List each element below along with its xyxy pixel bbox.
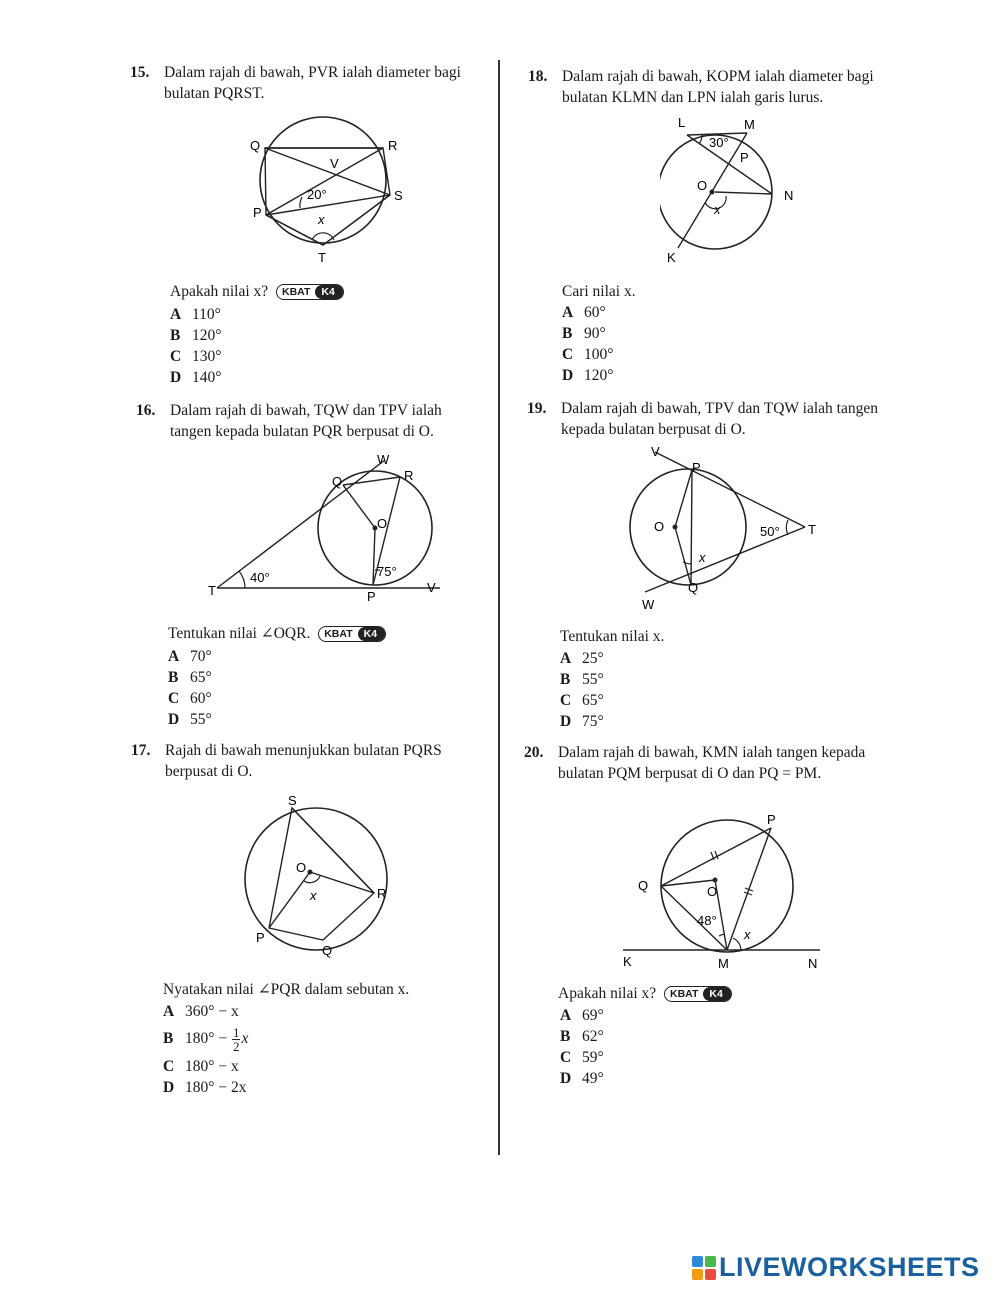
q15-diagram [240,100,440,270]
option-text: 55° [582,671,604,688]
label-s: S [394,188,403,203]
option-letter: C [560,692,572,709]
label-q: Q [332,474,343,489]
fraction-denominator: 2 [232,1038,240,1054]
option-text: 100° [584,346,614,363]
option-letter: B [560,1028,571,1045]
q18-diagram [660,110,830,270]
prompt-text: Cari nilai x. [562,283,636,300]
option-b[interactable] [562,323,613,344]
option-letter: B [163,1030,174,1047]
q16-diagram [205,448,465,608]
option-text: 360° − x [185,1003,239,1020]
option-letter: D [560,713,572,730]
kbat-level: K4 [703,987,730,1001]
question-number: 15. [130,64,150,81]
question-stem: Dalam rajah di bawah, TPV dan TQW ialah tangen kepada bulatan berpusat di O. [561,400,878,438]
label-n: N [808,956,818,971]
options-list [168,646,212,730]
label-v: V [330,156,339,171]
option-c[interactable] [168,688,212,709]
option-text: 25° [582,650,604,667]
option-b[interactable] [163,1022,248,1056]
option-letter: D [560,1070,572,1087]
kbat-badge [276,284,344,300]
option-a[interactable] [168,646,212,667]
option-letter: A [170,306,182,323]
label-m: M [744,117,755,132]
label-x: x [318,212,325,227]
label-r: R [377,886,387,901]
question-20 [524,742,892,784]
question-stem: Dalam rajah di bawah, TQW dan TPV ialah tangen kepada bulatan PQR berpusat di O. [170,402,442,440]
option-letter: A [163,1003,175,1020]
option-text: 140° [192,369,222,386]
label-l: L [678,115,686,130]
option-letter: C [560,1049,572,1066]
option-a[interactable] [560,648,604,669]
option-letter: D [562,367,574,384]
option-text: 180° − x [185,1058,239,1075]
option-letter: B [170,327,181,344]
question-19 [527,398,893,440]
option-a[interactable] [163,1001,248,1022]
option-text: 65° [190,669,212,686]
label-q: Q [322,943,333,958]
option-text: 110° [192,306,221,323]
label-p: P [367,589,376,604]
option-text: 49° [582,1070,604,1087]
option-text: 180° − [185,1030,231,1047]
question-prompt [168,624,386,643]
label-o: O [654,519,665,534]
label-k: K [623,954,632,969]
option-c[interactable] [163,1056,248,1077]
option-letter: D [168,711,180,728]
option-letter: A [562,304,574,321]
question-number: 19. [527,400,547,417]
label-p: P [253,205,262,220]
option-d[interactable] [170,367,221,388]
option-d[interactable] [562,365,613,386]
prompt-text: Tentukan nilai ∠OQR. [168,625,311,642]
option-letter: C [168,690,180,707]
prompt-text: Apakah nilai x? [170,283,269,300]
option-b[interactable] [168,667,212,688]
label-p: P [740,150,749,165]
label-angle1: 40° [250,570,270,585]
label-q: Q [638,878,649,893]
label-angle: 48° [697,913,717,928]
label-o: O [697,178,708,193]
question-stem: Dalam rajah di bawah, PVR ialah diameter bagi bulatan PQRST. [164,64,461,102]
label-p: P [767,812,776,827]
question-stem: Dalam rajah di bawah, KOPM ialah diameter bagi bulatan KLMN dan LPN ialah garis lurus. [562,68,874,106]
option-letter: B [560,671,571,688]
option-text: 65° [582,692,604,709]
question-prompt [558,985,732,1003]
option-text: 120° [192,327,222,344]
label-v: V [651,444,660,459]
option-letter: A [168,648,180,665]
kbat-label: KBAT [282,286,311,299]
fraction-numerator: 1 [232,1024,240,1040]
label-q: Q [250,138,261,153]
label-w: W [377,452,390,467]
kbat-level: K4 [358,627,385,641]
option-letter: C [562,346,574,363]
question-prompt [163,980,409,999]
kbat-badge [318,626,386,642]
option-c[interactable] [560,690,604,711]
option-text: 69° [582,1007,604,1024]
options-list [163,1001,248,1098]
label-n: N [784,188,794,203]
option-text: 130° [192,348,222,365]
option-text: 55° [190,711,212,728]
fraction [232,1026,241,1053]
question-number: 17. [131,742,151,759]
label-x: x [714,202,721,217]
label-r: R [388,138,398,153]
label-q: Q [688,580,699,595]
option-text: 60° [584,304,606,321]
brand-name: LIVEWORKSHEETS [719,1252,980,1282]
option-text: 75° [582,713,604,730]
label-x: x [310,888,317,903]
option-text: 180° − 2x [185,1079,247,1096]
label-v: V [427,580,436,595]
option-b[interactable] [560,669,604,690]
option-text: 59° [582,1049,604,1066]
label-o: O [296,860,307,875]
option-d[interactable] [168,709,212,730]
question-17 [131,740,487,782]
option-text: 70° [190,648,212,665]
options-list [170,304,221,388]
option-letter: C [170,348,182,365]
option-d[interactable] [163,1077,248,1098]
option-d[interactable] [560,711,604,732]
options-list [562,302,613,386]
option-letter: D [170,369,182,386]
label-o: O [377,516,388,531]
option-d[interactable] [560,1068,604,1089]
option-letter: B [168,669,179,686]
label-m: M [718,956,729,971]
label-angle: 50° [760,524,780,539]
q17-diagram [240,790,430,960]
option-b[interactable] [560,1026,604,1047]
kbat-level: K4 [315,285,342,299]
label-angle2: 75° [377,564,397,579]
liveworksheets-footer[interactable] [692,1252,980,1283]
label-p: P [256,930,265,945]
option-c[interactable] [562,344,613,365]
label-x: x [744,927,751,942]
option-text: 120° [584,367,614,384]
q20-diagram [615,808,855,973]
option-a[interactable] [562,302,613,323]
option-c[interactable] [170,346,221,367]
question-stem: Dalam rajah di bawah, KMN ialah tangen kepada bulatan PQM berpusat di O dan PQ = PM. [558,744,866,782]
kbat-label: KBAT [670,988,699,1001]
label-k: K [667,250,676,265]
label-angle: 30° [709,135,729,150]
label-x: x [699,550,706,565]
label-o: O [707,884,718,899]
options-list [560,648,604,732]
option-letter: A [560,650,572,667]
question-prompt [170,283,344,301]
label-t: T [808,522,816,537]
prompt-text: Apakah nilai x? [558,985,657,1002]
label-t: T [318,250,326,265]
liveworksheets-logo-icon [692,1256,716,1280]
option-a[interactable] [170,304,221,325]
question-prompt [562,283,636,301]
question-number: 16. [136,402,156,419]
option-c[interactable] [560,1047,604,1068]
question-16 [136,400,486,442]
question-number: 18. [528,68,548,85]
label-t: T [208,583,216,598]
column-divider [498,60,500,1155]
option-letter: C [163,1058,175,1075]
option-suffix: x [241,1030,249,1047]
option-text: 90° [584,325,606,342]
option-letter: A [560,1007,572,1024]
kbat-label: KBAT [324,628,353,641]
label-s: S [288,793,297,808]
question-15 [130,62,490,104]
option-b[interactable] [170,325,221,346]
label-p: P [692,460,701,475]
question-prompt [560,628,664,646]
option-a[interactable] [560,1005,604,1026]
label-angle: 20° [307,187,327,202]
label-w: W [642,597,655,612]
option-text: 60° [190,690,212,707]
q19-diagram [605,442,825,612]
options-list [560,1005,604,1089]
option-text: 62° [582,1028,604,1045]
question-stem: Rajah di bawah menunjukkan bulatan PQRS berpusat di O. [165,742,442,780]
option-letter: D [163,1079,175,1096]
prompt-text: Tentukan nilai x. [560,628,665,645]
question-number: 20. [524,744,544,761]
kbat-badge [664,986,732,1002]
question-18 [528,66,892,108]
option-letter: B [562,325,573,342]
prompt-text: Nyatakan nilai ∠PQR dalam sebutan x. [163,981,410,998]
label-r: R [404,468,414,483]
